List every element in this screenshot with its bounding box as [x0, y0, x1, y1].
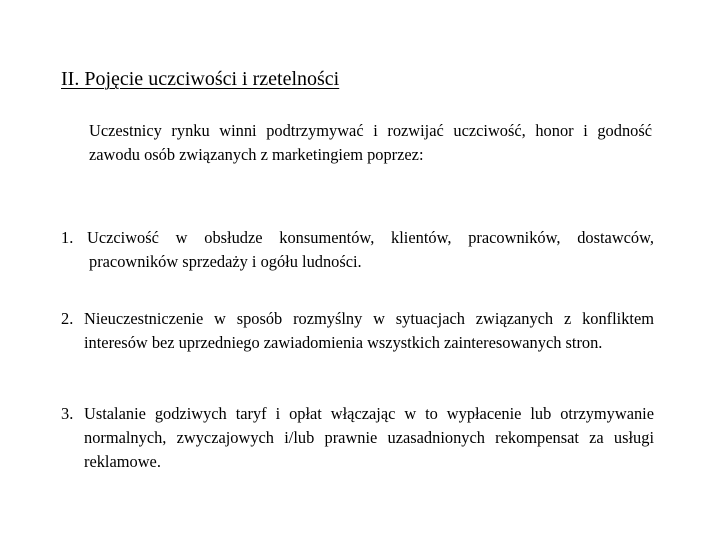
- slide-title: II. Pojęcie uczciwości i rzetelności: [61, 68, 340, 90]
- list-item-number: 3.: [61, 404, 74, 423]
- list-item: [61, 402, 654, 474]
- list-item-text: Uczciwość w obsłudze konsumentów, klientów, pracowników, dostawców, pracowników sprzedaży i ogółu ludności.: [87, 228, 654, 271]
- list-item: [61, 226, 654, 274]
- list-item-text: Ustalanie godziwych taryf i opłat włączając w to wypłacenie lub otrzymywanie normalnych, zwyczajowych i/lub prawnie uzasadnionych rekompensat za usługi reklamowe.: [84, 404, 654, 471]
- list-item-number: 2.: [61, 309, 74, 328]
- list-item-text: Nieuczestniczenie w sposób rozmyślny w sytuacjach związanych z konfliktem interesów bez uprzedniego zawiadomienia wszystkich zainteresowanych stron.: [84, 309, 654, 352]
- list-item-number: 1.: [61, 228, 74, 247]
- intro-paragraph: Uczestnicy rynku winni podtrzymywać i rozwijać uczciwość, honor i godność zawodu osób związanych z marketingiem poprzez:: [89, 121, 652, 164]
- list-item: [61, 307, 654, 355]
